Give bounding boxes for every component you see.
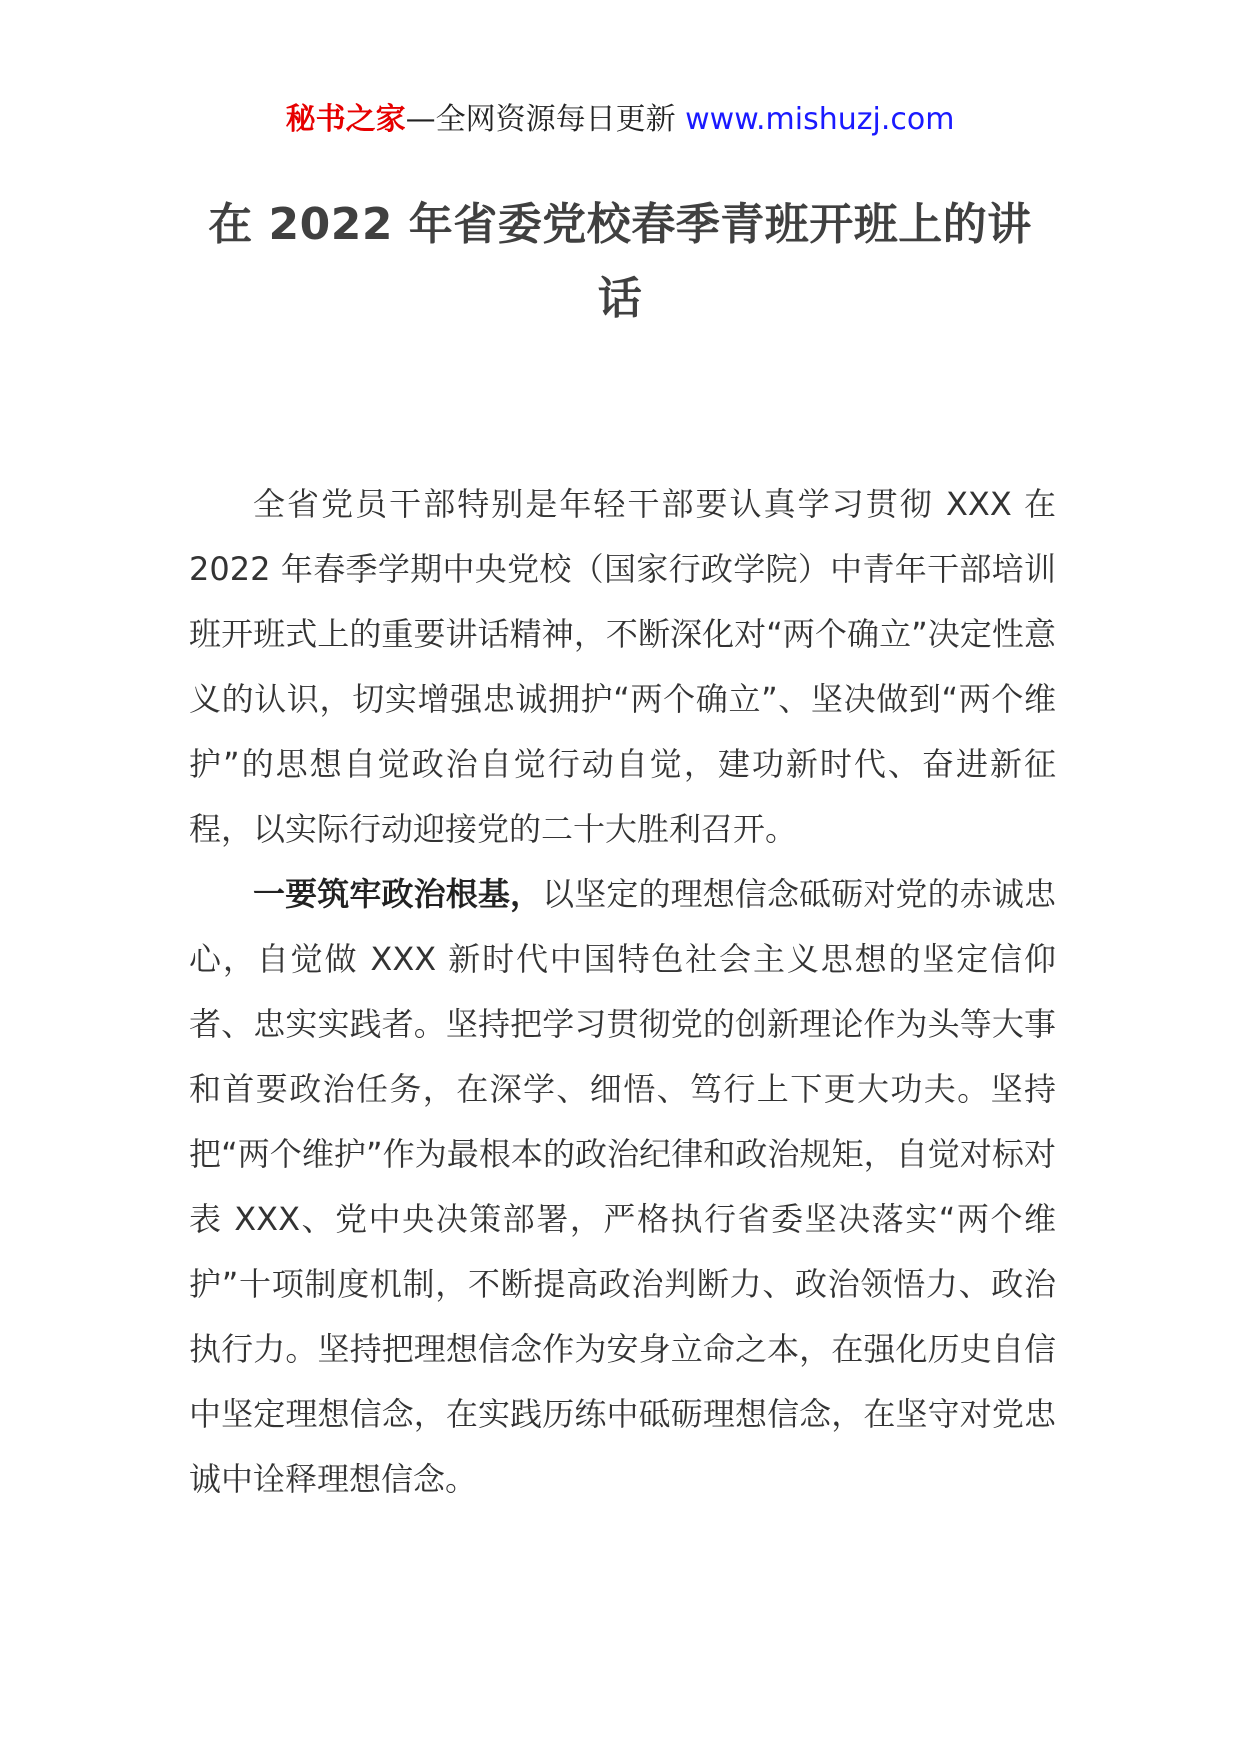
site-url-link[interactable]: www.mishuzj.com [685,102,955,137]
paragraph-lead-heading: 一要筑牢政治根基， [253,875,543,913]
paragraph-intro [189,472,1056,862]
paragraph-political-foundation [189,862,1056,1512]
document-title: 在 2022 年省委党校春季青班开班上的讲话 [208,199,1032,324]
document-body [189,472,1056,1512]
paragraph-intro-text: 全省党员干部特别是年轻干部要认真学习贯彻 XXX 在 2022 年春季学期中央党校（国家行政学院）中青年干部培训班开班式上的重要讲话精神，不断深化对“两个确立”决定性意义的认识，切实增强忠诚拥护“两个确立”、坚决做到“两个维护”的思想自觉政治自觉行动自觉，建功新时代、奋进新征程，以实际行动迎接党的二十大胜利召开。 [189,485,1056,848]
site-brand: 秘书之家 [285,102,406,137]
paragraph-political-foundation-text: 以坚定的理想信念砥砺对党的赤诚忠心，自觉做 XXX 新时代中国特色社会主义思想的坚定信仰者、忠实实践者。坚持把学习贯彻党的创新理论作为头等大事和首要政治任务，在深学、细悟、笃行上下更大功夫。坚持把“两个维护”作为最根本的政治纪律和政治规矩，自觉对标对表 XXX、党中央决策部署，严格执行省委坚决落实“两个维护”十项制度机制，不断提高政治判断力、政治领悟力、政治执行力。坚持把理想信念作为安身立命之本，在强化历史自信中坚定理想信念，在实践历练中砥砺理想信念，在坚守对党忠诚中诠释理想信念。 [189,875,1056,1498]
site-tagline: —全网资源每日更新 [405,102,686,137]
site-header [0,100,1240,140]
